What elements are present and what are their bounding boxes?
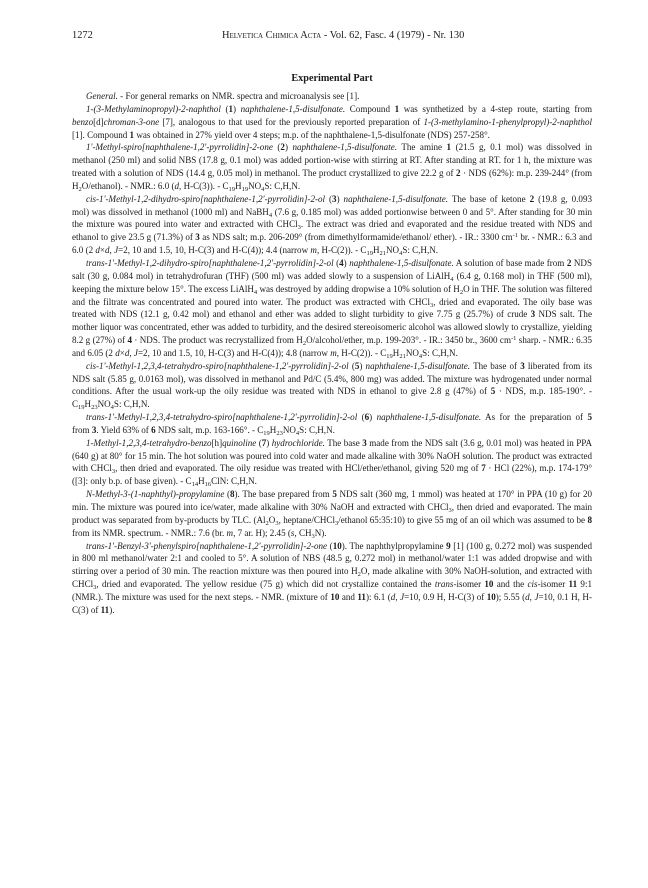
paragraph-compound-1: 1-(3-Methylaminopropyl)-2-naphthol (1) naphthalene-1,5-disulfonate. Compound 1 was synthetized by a 4-step route, starting from benzo[d]chroman-3-one [7], analogous to that used for the previously reported preparation of 1-(3-methylamino-1-phenylpropyl)-2-naphthol [1]. Compound 1 was obtained in 27% yield over 4 steps; m.p. of the naphthalene-1,5-disulfonate (NDS) 257-258°.	[72, 103, 592, 140]
section-heading: Experimental Part	[291, 73, 373, 84]
journal-volume-issue: - Vol. 62, Fasc. 4 (1979) - Nr. 130	[321, 30, 465, 41]
page-number: 1272	[72, 30, 93, 41]
paragraph-compound-3: cis-1'-Methyl-1,2-dihydro-spiro[naphthalene-1,2'-pyrrolidin]-2-ol (3) naphthalene-1,5-disulfonate. The base of ketone 2 (19.8 g, 0.093 mol) was dissolved in methanol (1000 ml) and NaBH$_4$ (7.6 g, 0.185 mol) was added portionwise between 0 and 5°. After standing for 30 min the mixture was poured into water and extracted with CHCl$_3$. The extract was dried and evaporated and the residue treated with NDS and ethanol to give 23.5 g (71.3%) of 3 as NDS salt; m.p. 206-209° (from dimethylformamide/ethanol/ ether). - IR.: 3300 $cm^{-1}$ br. - NMR.: 6.3 and 6.0 (2 d×d, J=2, 10 and 1.5, 10, H-C(3) and H-C(4)); 4.4 (narrow m, H-C(2)). - $C_{19}H_{21}NO_4S$: C,H,N.	[72, 193, 593, 258]
experimental-text	[72, 90, 592, 617]
paragraph-compound-6: trans-1'-Methyl-1,2,3,4-tetrahydro-spiro[naphthalene-1,2'-pyrrolidin]-2-ol (6) naphthalene-1,5-disulfonate. As for the preparation of 5 from 3. Yield 63% of 6 NDS salt, m.p. 163-166°. - $C_{19}H_{23}NO_4S$: C,H,N.	[72, 412, 592, 437]
paragraph-compound-2: 1'-Methyl-spiro[naphthalene-1,2'-pyrrolidin]-2-one (2) naphthalene-1,5-disulfonate. The amine 1 (21.5 g, 0.1 mol) was dissolved in methanol (250 ml) and solid NBS (17.8 g, 0.1 mol) was added portion-wise with stirring at RT. After standing at RT. for 1 h, the mixture was treated with a solution of NDS (14.4 g, 0.05 mol) in methanol. The product crystallized to give 22.2 g of 2 · NDS (62%): m.p. 239-244° (from $H_2O/ethanol$). - NMR.: 6.0 (d, H-C(3)). - $C_{19}H_{19}NO_4S$: C,H,N.	[72, 142, 592, 193]
paragraph-compound-4: trans-1'-Methyl-1,2-dihydro-spiro[naphthalene-1,2'-pyrrolidin]-2-ol (4) naphthalene-1,5-disulfonate. A solution of base made from 2 NDS salt (30 g, 0.084 mol) in tetrahydrofuran (THF) (500 ml) was added slowly to a suspension of LiAlH$_4$ (6.4 g, 0.168 mol) in THF (500 ml), keeping the mixture below 15°. The excess LiAlH$_4$ was destroyed by adding dropwise a 10% solution of $H_2O$ in THF. The solution was filtered and the filtrate was concentrated and poured into water. The product was extracted with CHCl$_3$, dried and evaporated. The oily base was treated with NDS (12.1 g, 0.42 mol) and ethanol and ether was added to slight turbidity to give 7.75 g (25.7%) of crude 3 NDS salt. The mother liquor was concentrated, ether was added to turbidity, and the desired stereoisomeric alcohol was allowed slowly to crystallize, yielding 8.2 g (27%) of 4 · NDS. The product was recrystallized from $H_2O/alcohol$/ether, m.p. 199-203°. - IR.: 3450 br., 3600 $cm^{-1}$ sharp. - NMR.: 6.35 and 6.05 (2 d×d, J=2, 10 and 1.5, 10, H-C(3) and H-C(4)); 4.8 (narrow m, H-C(2)). - $C_{19}H_{21}NO_4S$: C,H,N.	[72, 257, 593, 360]
journal-name: Helvetica Chimica Acta	[222, 30, 322, 41]
journal-citation	[222, 29, 464, 42]
paragraph-compound-5: cis-1'-Methyl-1,2,3,4-tetrahydro-spiro[naphthalene-1,2'-pyrrolidin]-2-ol (5) naphthalene-1,5-disulfonate. The base of 3 liberated from its NDS salt (5.85 g, 0.0163 mol), was dissolved in methanol and Pd/C (5.4%, 800 mg) was added. The mixture was hydrogenated under normal conditions. After the usual work-up the oily residue was treated with NDS in ethanol to give 2.8 g (47%) of 5 · NDS, m.p. 185-190°. - $C_{19}H_{23}NO_4S$: C,H,N.	[72, 360, 593, 412]
paragraph-general: General. - For general remarks on NMR. spectra and microanalysis see [1].	[86, 91, 360, 101]
run-in-heading: General.	[86, 91, 118, 101]
paragraph-compound-10: trans-1'-Benzyl-3'-phenylspiro[naphthalene-1,2'-pyrrolidin]-2-one (10). The naphthylpropylamine 9 [1] (100 g, 0.272 mol) was suspended in 800 ml methanol/water 2:1 and cooled to 5°. A solution of NBS (48.5 g, 0.272 mol) in methanol/water 1:1 was added dropwise and with stirring over a period of 30 min. The reaction mixture was then poured into $H_2O$, made alkaline with 30% NaOH-solution, and extracted with CHCl$_3$, dried and evaporated. The yellow residue (75 g) which did not crystallize contained the trans-isomer 10 and the cis-isomer 11 9:1 (NMR.). The mixture was used for the next steps. - NMR. (mixture of 10 and 11): 6.1 (d, J=10, 0.9 H, H-C(3) of 10); 5.55 (d, J=10, 0.1 H, H-C(3) of 11).	[72, 540, 593, 615]
paragraph-compound-7: 1-Methyl-1,2,3,4-tetrahydro-benzo[h]quinoline (7) hydrochloride. The base 3 made from the NDS salt (3.6 g, 0.01 mol) was heated in PPA (640 g) at 80° for 15 min. The hot solution was poured into cold water and made alkaline with 30% NaOH solution. The product was extracted with CHCl$_3$, then dried and evaporated. The oily residue was treated with HCl/ether/ethanol, giving 520 mg of 7 · HCl (22%), m.p. 174-179° ([3]: only b.p. of base given). - $C_{14}H_{16}ClN$: C,H,N.	[72, 437, 593, 489]
paragraph-compound-8: N-Methyl-3-(1-naphthyl)-propylamine (8). The base prepared from 5 NDS salt (360 mg, 1 mmol) was heated at 170° in PPA (10 g) for 20 min. The mixture was poured into ice/water, made alkaline with 30% NaOH and extracted with CHCl$_3$, then dried and evaporated. The main product was separated from by-products by TLC. ($Al_2O_3$, heptane/CHCl$_3$/ethanol 65:35:10) to give 55 mg of an oil which was assumed to be 8 from its NMR. spectrum. - NMR.: 7.6 (br. m, 7 ar. H); 2.45 (s, $CH_3N$).	[72, 489, 592, 540]
